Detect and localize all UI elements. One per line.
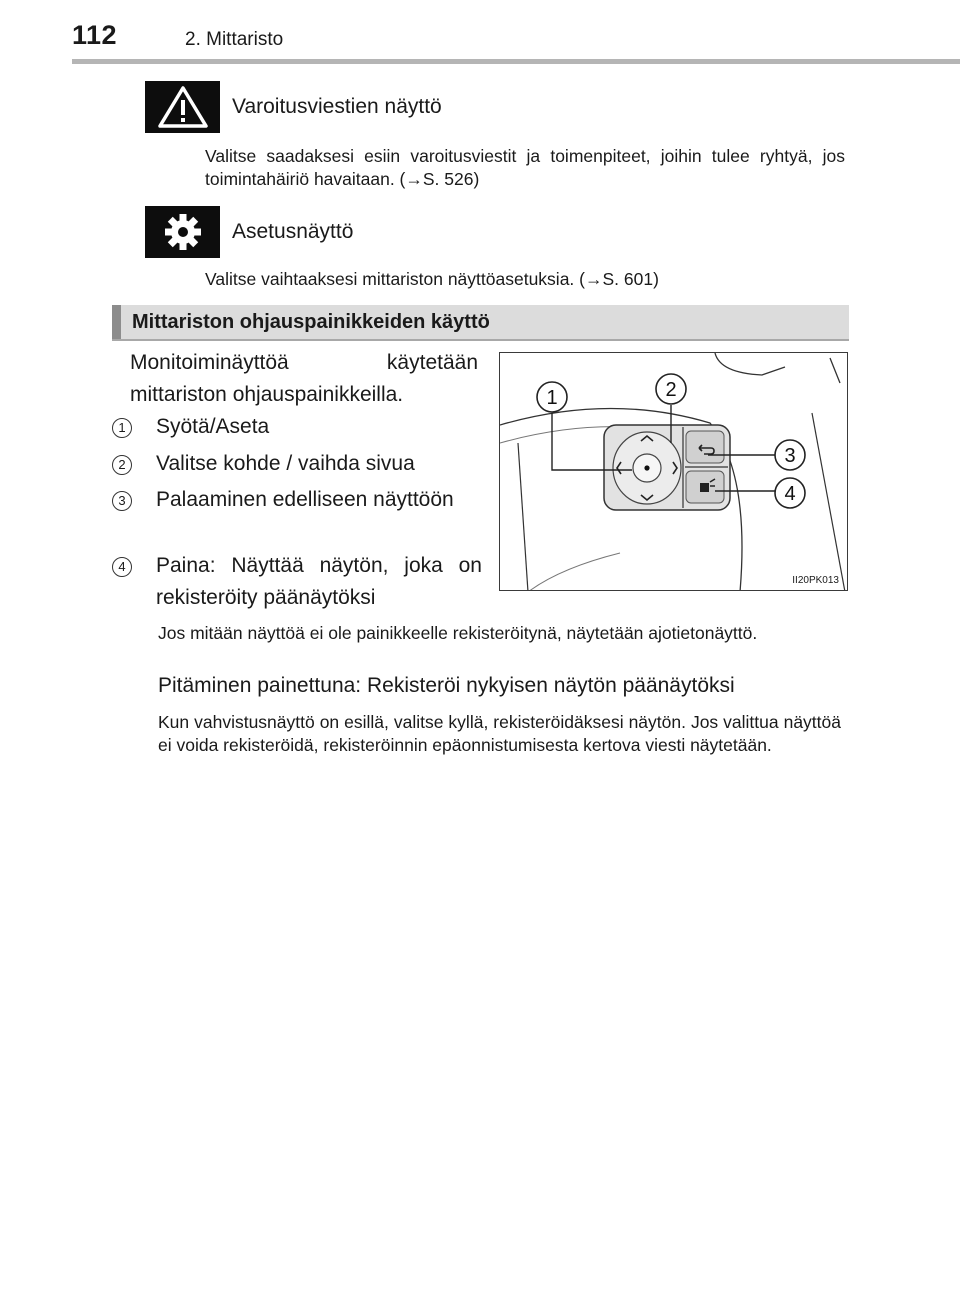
list-item-text: Palaaminen edelliseen näyttöön bbox=[156, 488, 454, 511]
number-badge: 4 bbox=[112, 557, 132, 577]
page-number: 112 bbox=[72, 20, 118, 50]
note-confirmation-screen: Kun vahvistusnäyttö on esillä, valitse kyllä, rekisteröidäksesi näytön. Jos valittua näyttöä ei voida rekisteröidä, rekisteröinnin epäonnistumisesta kertova viesti näytetään. bbox=[158, 712, 841, 755]
list-item-text: Valitse kohde / vaihda sivua bbox=[156, 452, 415, 475]
list-item-text: Syötä/Aseta bbox=[156, 415, 270, 438]
callout-1: 1 bbox=[546, 387, 558, 409]
steering-switch-illustration bbox=[499, 352, 848, 591]
steering-wheel-drawing bbox=[500, 353, 848, 591]
press-and-hold-title: Pitäminen painettuna: Rekisteröi nykyisen näytön päänäytöksi bbox=[158, 674, 735, 697]
intro-paragraph: Monitoiminäyttöä käytetään mittariston ohjauspainikkeilla. bbox=[130, 351, 478, 406]
section-heading: Mittariston ohjauspainikkeiden käyttö bbox=[132, 311, 490, 333]
number-badge: 1 bbox=[112, 418, 132, 438]
settings-screen-description: Valitse vaihtaaksesi mittariston näyttöasetuksia. (→S. 601) bbox=[205, 269, 659, 289]
warning-screen-title: Varoitusviestien näyttö bbox=[232, 95, 442, 118]
note-no-registered-screen: Jos mitään näyttöä ei ole painikkeelle rekisteröitynä, näytetään ajotietonäyttö. bbox=[158, 623, 758, 643]
header-rule bbox=[72, 59, 960, 64]
number-badge: 2 bbox=[112, 455, 132, 475]
section-heading-bar bbox=[112, 305, 849, 341]
settings-screen-title: Asetusnäyttö bbox=[232, 220, 354, 243]
section-heading-accent bbox=[112, 305, 121, 339]
warning-triangle-icon bbox=[145, 81, 220, 133]
gear-icon bbox=[145, 206, 220, 258]
callout-2: 2 bbox=[665, 379, 677, 401]
callout-4: 4 bbox=[784, 483, 796, 505]
number-badge: 3 bbox=[112, 491, 132, 511]
list-item-text: Paina: Näyttää näytön, joka on rekisteröity päänäytöksi bbox=[156, 554, 482, 609]
callout-3: 3 bbox=[784, 445, 796, 467]
chapter-title: 2. Mittaristo bbox=[185, 29, 284, 50]
illustration-code: II20PK013 bbox=[792, 575, 839, 586]
warning-screen-description: Valitse saadaksesi esiin varoitusviestit ja toimenpiteet, joihin tulee ryhtyä, jos toimintahäiriö havaitaan. (→S. 526) bbox=[205, 146, 845, 189]
